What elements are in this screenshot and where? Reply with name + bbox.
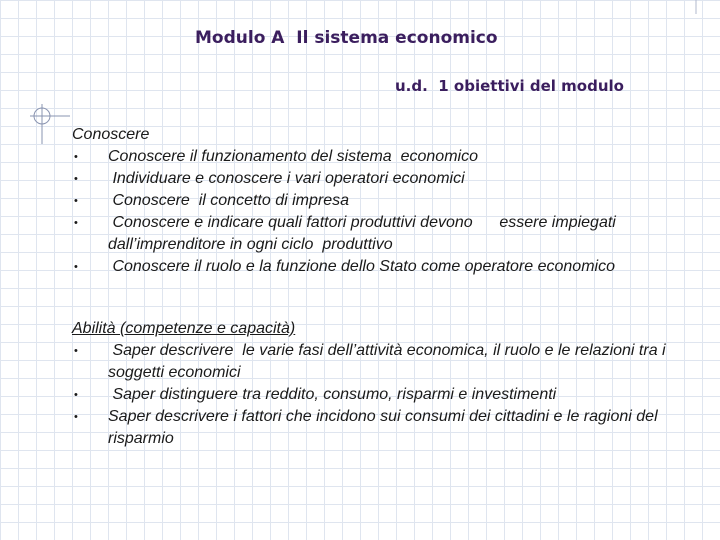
bullet-list xyxy=(72,340,702,450)
list-item-text: Individuare e conoscere i vari operatori economici xyxy=(108,170,465,187)
list-item-text: Saper descrivere i fattori che incidono sui consumi dei cittadini e le ragioni del risparmio xyxy=(108,408,663,447)
bullet-dot-icon: • xyxy=(74,261,78,273)
bullet-list xyxy=(72,146,682,278)
slide-title: Modulo A Il sistema economico xyxy=(195,28,498,48)
list-item xyxy=(72,168,682,190)
crosshair-decoration-icon xyxy=(30,104,70,144)
list-item xyxy=(72,256,682,278)
list-item-text: Conoscere il funzionamento del sistema economico xyxy=(108,148,478,165)
bullet-dot-icon: • xyxy=(74,195,78,207)
section-heading: Abilità (competenze e capacità) xyxy=(72,320,296,337)
list-item xyxy=(72,340,702,384)
bullet-dot-icon: • xyxy=(74,151,78,163)
bullet-dot-icon: • xyxy=(74,173,78,185)
bullet-dot-icon: • xyxy=(74,345,78,357)
section-heading: Conoscere xyxy=(72,126,150,143)
list-item xyxy=(72,212,682,256)
list-item xyxy=(72,384,702,406)
list-item-text: Conoscere e indicare quali fattori produttivi devono essere impiegati dall’imprenditore in ogni ciclo produttivo xyxy=(108,214,621,253)
list-item-text: Conoscere il concetto di impresa xyxy=(108,192,350,209)
bullet-dot-icon: • xyxy=(74,389,78,401)
section-abilita xyxy=(72,318,702,450)
slide-subtitle: u.d. 1 obiettivi del modulo xyxy=(395,77,624,95)
list-item-text: Saper descrivere le varie fasi dell’attività economica, il ruolo e le relazioni tra i soggetti economici xyxy=(108,342,671,381)
section-conoscere xyxy=(72,124,682,278)
bullet-dot-icon: • xyxy=(74,411,78,423)
list-item xyxy=(72,406,702,450)
list-item-text: Conoscere il ruolo e la funzione dello Stato come operatore economico xyxy=(108,258,615,275)
list-item xyxy=(72,146,682,168)
list-item-text: Saper distinguere tra reddito, consumo, risparmi e investimenti xyxy=(108,386,557,403)
list-item xyxy=(72,190,682,212)
corner-line-decoration-icon xyxy=(690,0,710,20)
bullet-dot-icon: • xyxy=(74,217,78,229)
